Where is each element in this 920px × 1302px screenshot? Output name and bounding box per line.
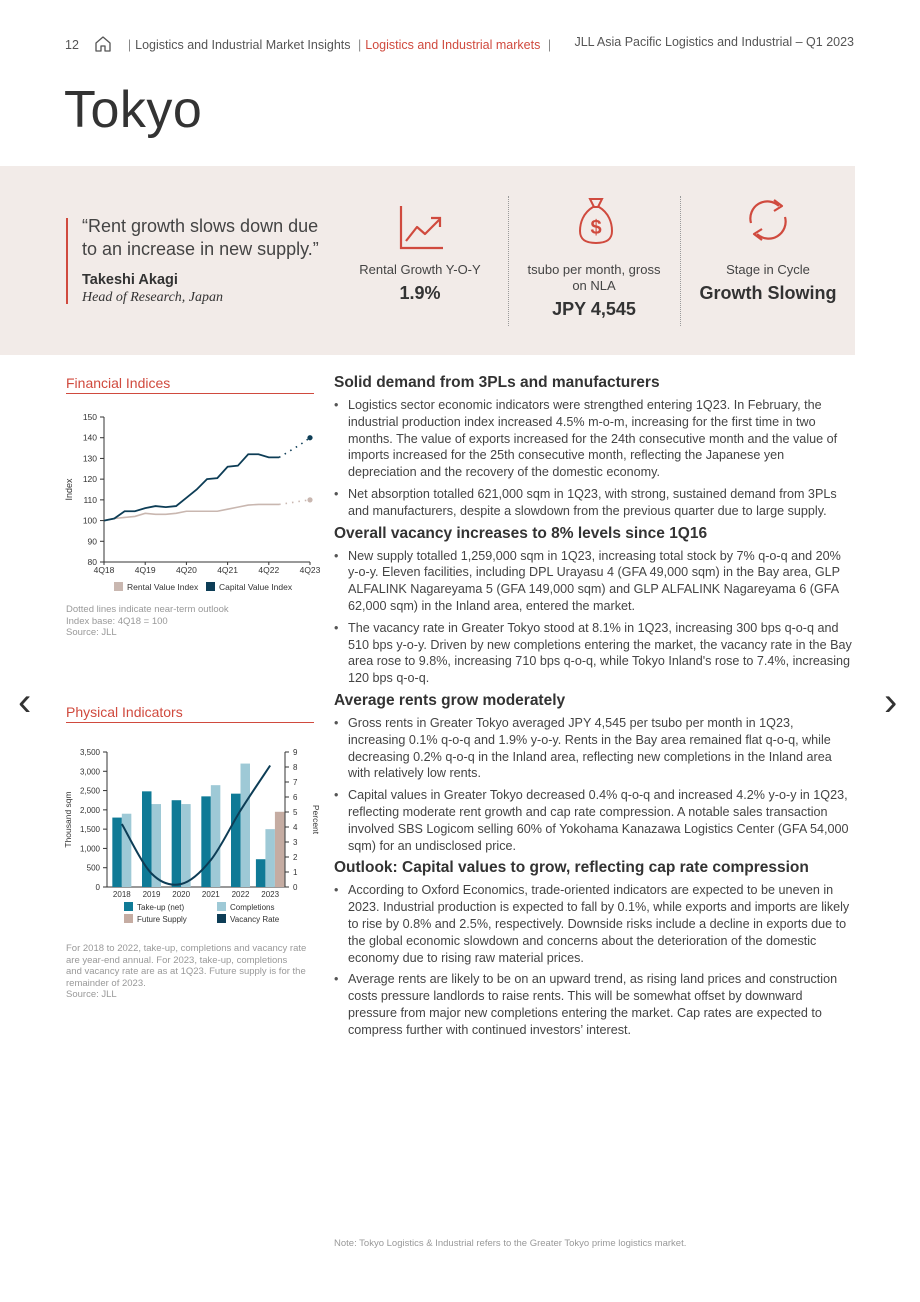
stat-rental-growth <box>350 262 490 304</box>
report-title: JLL Asia Pacific Logistics and Industrial – Q1 2023 <box>574 35 854 49</box>
y2-tick-label: 5 <box>293 808 298 817</box>
money-bag-icon <box>578 195 614 250</box>
bar-future-supply <box>275 812 285 887</box>
x-tick-label: 4Q18 <box>93 565 115 575</box>
divider <box>508 196 509 326</box>
page-number: 12 <box>65 38 79 52</box>
legend-swatch <box>217 914 226 923</box>
stat-value: JPY 4,545 <box>552 299 636 319</box>
x-tick-label: 2022 <box>231 890 250 899</box>
quote-text: “Rent growth slows down due to an increase in new supply.” <box>82 216 319 259</box>
series-end-point <box>307 435 312 440</box>
y2-tick-label: 8 <box>293 763 298 772</box>
stat-stage-in-cycle <box>690 262 846 304</box>
x-tick-label: 2021 <box>201 890 220 899</box>
bullet-item: • According to Oxford Economics, trade-oriented indicators are expected to be uneven in 2023. Industrial production is expected to fall by 0.1%, while exports and imports are likely to rise by 0.8% and 2.5%, respectively. Downside risks include a decline in exports due to the global economic slowdown and concerns about the deterioration of the domestic economy due to rising raw material prices. <box>334 882 854 966</box>
x-tick-label: 2018 <box>112 890 131 899</box>
x-tick-label: 4Q23 <box>299 565 321 575</box>
section-heading: Outlook: Capital values to grow, reflecting cap rate compression <box>334 859 809 877</box>
breadcrumb-markets[interactable]: Logistics and Industrial markets <box>365 38 541 52</box>
legend-swatch <box>124 902 133 911</box>
legend-label: Take-up (net) <box>137 903 185 912</box>
legend-swatch-rental <box>114 582 123 591</box>
line-chart-up-icon <box>398 203 446 256</box>
x-tick-label: 4Q21 <box>217 565 238 575</box>
legend-swatch <box>217 902 226 911</box>
bullet-item: • Logistics sector economic indicators were strengthed entering 1Q23. In February, the industrial production index increased 4.5% m-o-m, increasing for the first time in two months. The value of exports increased for the 24th consecutive month and the value of imports increased for the 25th consecutive month, reflecting the Japanese yen depreciation and the recovery of the domestic economy. <box>334 397 854 481</box>
divider <box>680 196 681 326</box>
next-page-arrow[interactable]: › <box>884 680 898 724</box>
y-axis-label: Index <box>64 478 74 501</box>
y-tick-label: 1,000 <box>79 844 100 854</box>
bullet-list <box>334 882 854 1038</box>
cycle-arrows-icon <box>743 197 793 248</box>
stat-label: Stage in Cycle <box>726 262 810 277</box>
y2-tick-label: 6 <box>293 793 298 802</box>
y-tick-label: 2,500 <box>79 786 100 796</box>
y-tick-label: 90 <box>87 536 97 547</box>
series-end-point <box>307 497 312 502</box>
bullet-list <box>334 397 854 520</box>
x-tick-label: 4Q20 <box>176 565 197 575</box>
y2-tick-label: 0 <box>293 883 298 892</box>
x-tick-label: 4Q19 <box>134 565 156 575</box>
bar-takeup <box>231 794 241 887</box>
quote-accent-bar <box>66 218 68 304</box>
bar-completions <box>181 804 191 887</box>
y2-tick-label: 2 <box>293 853 298 862</box>
y2-tick-label: 1 <box>293 868 298 877</box>
note-line: Source: JLL <box>66 627 117 638</box>
bullet-item: • Average rents are likely to be on an upward trend, as rising land prices and construction costs pressure landlords to raise rents. This will be somewhat offset by downward pressure from major new completions entering the market. Cap rates are expected to compress further with continued investors’ interest. <box>334 971 854 1038</box>
y-tick-label: 110 <box>83 494 97 505</box>
legend-label-capital: Capital Value Index <box>219 582 293 592</box>
note-line: remainder of 2023. <box>66 977 146 989</box>
y-tick-label: 2,000 <box>79 805 100 815</box>
y-tick-label: 130 <box>82 453 97 464</box>
prev-page-arrow[interactable]: ‹ <box>18 680 32 724</box>
note-line: Dotted lines indicate near-term outlook <box>66 604 229 615</box>
bullet-list <box>334 715 854 854</box>
legend-label-rental: Rental Value Index <box>127 582 199 592</box>
section-rule <box>66 393 314 394</box>
x-tick-label: 2020 <box>172 890 191 899</box>
x-tick-label: 2023 <box>261 890 280 899</box>
physical-chart-notes <box>66 943 306 1001</box>
home-icon[interactable] <box>94 35 112 53</box>
bar-completions <box>241 764 251 887</box>
section-heading: Overall vacancy increases to 8% levels since 1Q16 <box>334 524 708 542</box>
financial-chart-notes <box>66 604 229 639</box>
quote-author-role: Head of Research, Japan <box>82 290 223 305</box>
y-tick-label: 140 <box>82 432 97 443</box>
y-tick-label: 120 <box>82 474 97 485</box>
bullet-item: • Capital values in Greater Tokyo decreased 0.4% q-o-q and increased 4.2% y-o-y in 1Q23, reflecting moderate rent growth and cap rate compression. A notable sales transaction involved SBS Logicom selling 60% of Yokohama Kanazawa Logistics Center (GFA 54,000 sqm) for an undisclosed price. <box>334 787 854 854</box>
physical-indicators-chart <box>60 742 322 927</box>
main-text <box>334 374 854 1044</box>
quote-author: Takeshi Akagi <box>82 272 178 288</box>
financial-indices-heading: Financial Indices <box>66 375 171 391</box>
y-axis-label: Thousand sqm <box>63 791 73 848</box>
y2-tick-label: 7 <box>293 778 298 787</box>
bar-takeup <box>256 859 266 887</box>
bar-takeup <box>172 800 182 887</box>
footnote: Note: Tokyo Logistics & Industrial refers to the Greater Tokyo prime logistics market. <box>334 1238 687 1249</box>
y-tick-label: 150 <box>82 412 97 422</box>
breadcrumb-market-insights[interactable]: Logistics and Industrial Market Insights <box>135 38 351 52</box>
y2-axis-label: Percent <box>311 804 321 835</box>
stat-value: Growth Slowing <box>699 283 837 303</box>
bullet-item: • New supply totalled 1,259,000 sqm in 1Q23, increasing total stock by 7% q-o-q and 20% y-o-y. Eleven facilities, including DPL Urayasu 4 (GFA 49,000 sqm) in the Bay area, GLP ALFALINK Nagareyama 5 (GFA 149,000 sqm) and GLP ALFALINK Nagareyama 6 (GFA 62,000 sqm) in the Inland area, entered the market. <box>334 548 854 615</box>
y-tick-label: 0 <box>95 883 100 892</box>
page-title: Tokyo <box>64 81 203 139</box>
page-header: 12 | Logistics and Industrial Market Insights | Logistics and Industrial markets | <box>65 35 555 53</box>
note-line: Source: JLL <box>66 989 117 1000</box>
stat-value: 1.9% <box>399 283 441 303</box>
y-tick-label: 1,500 <box>79 825 100 835</box>
legend-label: Vacancy Rate <box>230 915 280 924</box>
bar-completions <box>211 785 221 887</box>
y-tick-label: 500 <box>86 863 100 873</box>
stat-label: tsubo per month, gross on NLA <box>527 262 661 293</box>
series-outlook-rental <box>279 500 310 505</box>
stat-label: Rental Growth Y-O-Y <box>359 262 481 277</box>
y-tick-label: 3,500 <box>79 748 100 757</box>
y-tick-label: 80 <box>87 557 97 567</box>
note-line: and vacancy rate are as at 1Q23. Future supply is for the <box>66 966 306 977</box>
bullet-item: • Net absorption totalled 621,000 sqm in 1Q23, with strong, sustained demand from 3PLs and manufacturers, despite a slowdown from the previous quarter due to large supply. <box>334 486 854 520</box>
bar-takeup <box>201 796 211 887</box>
y2-tick-label: 9 <box>293 748 298 757</box>
bullet-item: • The vacancy rate in Greater Tokyo stood at 8.1% in 1Q23, increasing 300 bps q-o-q and 510 bps y-o-y. Driven by new completions entering the market, the vacancy rate in the Bay area rose to 9.8%, increasing 710 bps q-o-q, while Tokyo Inland's rose to 7.4%, increasing 120 bps q-o-q. <box>334 620 854 687</box>
note-line: Index base: 4Q18 = 100 <box>66 615 168 627</box>
y2-tick-label: 4 <box>293 823 298 832</box>
bullet-item: • Gross rents in Greater Tokyo averaged JPY 4,545 per tsubo per month in 1Q23, increasing 0.1% q-o-q and 1.9% y-o-y. Rents in the Bay area remained flat q-o-q, while decreasing 0.2% q-o-q in the Inland area, reflecting new completions in the Inland area with relatively low rents. <box>334 715 854 782</box>
legend-swatch <box>124 914 133 923</box>
x-tick-label: 4Q22 <box>258 565 280 575</box>
bar-completions <box>265 829 275 887</box>
series-outlook-capital <box>279 438 310 458</box>
note-line: For 2018 to 2022, take-up, completions and vacancy rate <box>66 943 307 954</box>
x-tick-label: 2019 <box>142 890 161 899</box>
bullet-list <box>334 548 854 687</box>
legend-swatch-capital <box>206 582 215 591</box>
y2-tick-label: 3 <box>293 838 298 847</box>
stat-rent-per-tsubo <box>524 262 664 320</box>
svg-text:$: $ <box>590 217 602 239</box>
legend-label: Future Supply <box>137 915 187 924</box>
section-heading: Solid demand from 3PLs and manufacturers <box>334 374 660 391</box>
financial-indices-chart <box>60 405 322 595</box>
physical-indicators-heading: Physical Indicators <box>66 704 183 720</box>
section-heading: Average rents grow moderately <box>334 691 566 709</box>
y-tick-label: 3,000 <box>79 767 100 777</box>
note-line: are year-end annual. For 2023, take-up, completions <box>66 954 288 966</box>
y-tick-label: 100 <box>82 515 97 526</box>
section-rule <box>66 722 314 723</box>
series-line-rental <box>104 504 279 520</box>
legend-label: Completions <box>230 903 275 912</box>
bar-takeup <box>112 818 122 887</box>
